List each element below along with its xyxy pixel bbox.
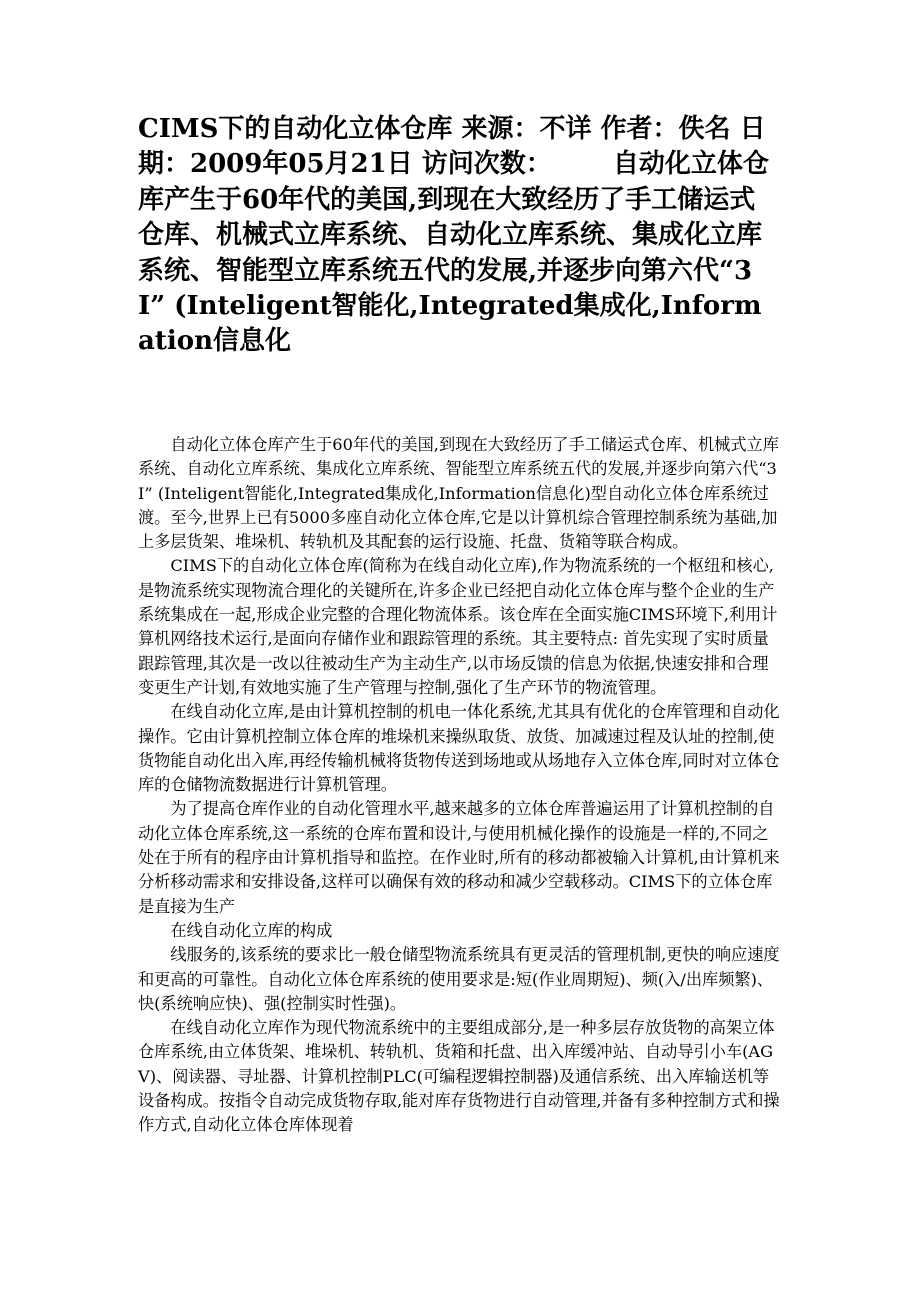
paragraph: CIMS下的自动化立体仓库(简称为在线自动化立库),作为物流系统的一个枢纽和核心,是物流系统实现物流合理化的关键所在,许多企业已经把自动化立体仓库与整个企业的生产系统集成在一起,形成企业完整的合理化物流体系。该仓库在全面实施CIMS环境下,利用计算机网络技术运行,是面向存储作业和跟踪管理的系统。其主要特点: 首先实现了实时质量跟踪管理,其次是一改以往被动生产为主动生产,以市场反馈的信息为依据,快速安排和合理变更生产计划,有效地实施了生产管理与控制,强化了生产环节的物流管理。 bbox=[138, 556, 778, 697]
paragraph: 在线自动化立库,是由计算机控制的机电一体化系统,尤其具有优化的仓库管理和自动化操作。它由计算机控制立体仓库的堆垛机来操纵取货、放货、加减速过程及认址的控制,使货物能自动化出入库,再经传输机械将货物传送到场地或从场地存入立体仓库,同时对立体仓库的仓储物流数据进行计算机管理。 bbox=[138, 702, 780, 795]
document-title: CIMS下的自动化立体仓库 来源：不详 作者：佚名 日期：2009年05月21日 访问次数： 自动化立体仓库产生于60年代的美国,到现在大致经历了手工储运式仓库、机械式立库系统、自动化立库系统、集成化立库系统、智能型立库系统五代的发展,并逐步向第六代“3I” (Inteligent智能化,Integrated集成化,Information信息化 bbox=[138, 114, 769, 357]
paragraph: 为了提高仓库作业的自动化管理水平,越来越多的立体仓库普遍运用了计算机控制的自动化立体仓库系统,这一系统的仓库布置和设计,与使用机械化操作的设施是一样的,不同之处在于所有的程序由计算机指导和监控。在作业时,所有的移动都被输入计算机,由计算机来分析移动需求和安排设备,这样可以确保有效的移动和减少空载移动。CIMS下的立体仓库是直接为生产 bbox=[138, 799, 780, 916]
document-body bbox=[138, 433, 780, 1138]
paragraph: 线服务的,该系统的要求比一般仓储型物流系统具有更灵活的管理机制,更快的响应速度和更高的可靠性。自动化立体仓库系统的使用要求是:短(作业周期短)、频(入/出库频繁)、快(系统响应快)、强(控制实时性强)。 bbox=[138, 945, 780, 1013]
paragraph: 在线自动化立库作为现代物流系统中的主要组成部分,是一种多层存放货物的高架立体仓库系统,由立体货架、堆垛机、转轨机、货箱和托盘、出入库缓冲站、自动导引小车(AGV)、阅读器、寻址器、计算机控制PLC(可编程逻辑控制器)及通信系统、出入库输送机等设备构成。按指令自动完成货物存取,能对库存货物进行自动管理,并备有多种控制方式和操作方式,自动化立体仓库体现着 bbox=[138, 1018, 780, 1135]
paragraph: 自动化立体仓库产生于60年代的美国,到现在大致经历了手工储运式仓库、机械式立库系统、自动化立库系统、集成化立库系统、智能型立库系统五代的发展,并逐步向第六代“3I” (Inteligent智能化,Integrated集成化,Information信息化)型自动化立体仓库系统过渡。至今,世界上已有5000多座自动化立体仓库,它是以计算机综合管理控制系统为基础,加上多层货架、堆垛机、转轨机及其配套的运行设施、托盘、货箱等联合构成。 bbox=[138, 435, 779, 552]
section-heading: 在线自动化立库的构成 bbox=[170, 920, 333, 940]
